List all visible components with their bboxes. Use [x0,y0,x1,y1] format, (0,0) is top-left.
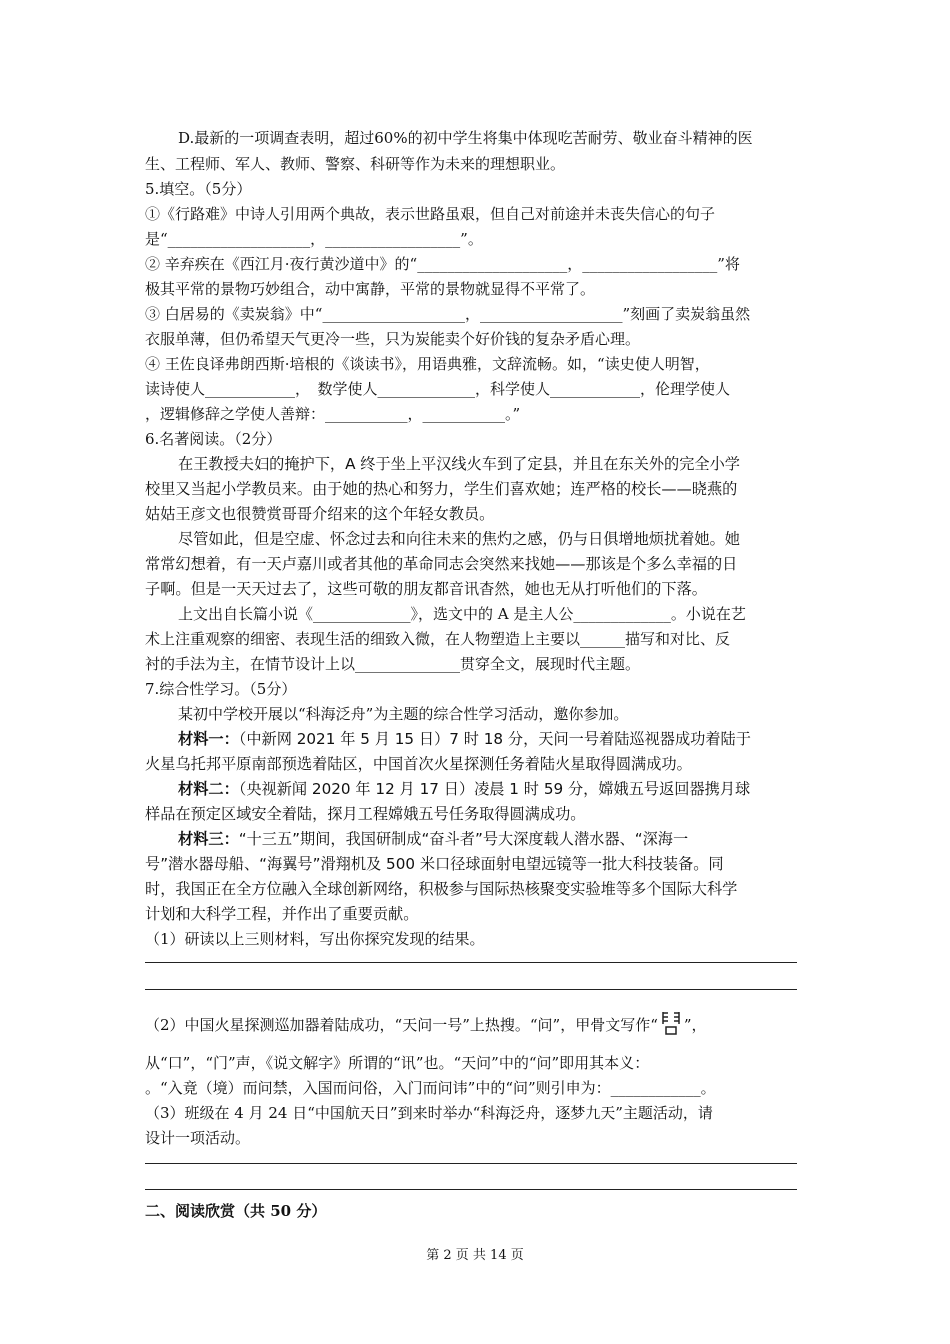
material-line: 时，我国正在全方位融入全球创新网络，积极参与国际热核聚变实验堆等多个国际大科学 [145,880,738,898]
material-line: 火星乌托邦平原南部预选着陆区，中国首次火星探测任务着陆火星取得圆满成功。 [145,755,692,773]
text-line: 设计一项活动。 [145,1129,251,1147]
text-line: 衣服单薄，但仍希望天气更冷一些，只为炭能卖个好价钱的复杂矛盾心理。 [145,330,641,348]
material-line: 计划和大科学工程，并作出了重要贡献。 [145,905,419,923]
answer-line[interactable] [145,962,797,963]
text-line: ④ 王佐良译弗朗西斯·培根的《谈读书》，用语典雅，文辞流畅。如，“读史使人明智， [145,355,710,373]
text-line: 上文出自长篇小说《_____________》，选文中的 A 是主人公_____________。小说在艺 [178,605,746,623]
text-line: ，逻辑修辞之学使人善辩：___________，___________。” [145,405,521,423]
passage-line: 在王教授夫妇的掩护下，A 终于坐上平汉线火车到了定县，并且在东关外的完全小学 [178,455,740,473]
material-label: 材料二： [178,780,239,798]
material-label: 材料一： [178,730,239,748]
sub-question: （3）班级在 4 月 24 日“中国航天日”到来时举办“科海泛舟，逐梦九天”主题活动，请 [145,1104,713,1122]
material-line: 样品在预定区域安全着陆，探月工程嫦娥五号任务取得圆满成功。 [145,805,586,823]
text-line: ② 辛弃疾在《西江月·夜行黄沙道中》的“____________________，__________________”将 [145,255,740,273]
oracle-bone-wen-icon [660,1010,682,1041]
sub-question: （1）研读以上三则材料，写出你探究发现的结果。 [145,930,485,948]
passage-line: 尽管如此，但是空虚、怀念过去和向往未来的焦灼之感，仍与日俱增地烦扰着她。她 [178,530,740,548]
answer-line[interactable] [145,1163,797,1164]
passage-line: 姑姑王彦文也很赞赏哥哥介绍来的这个年轻女教员。 [145,505,495,523]
material-text: （中新网 2021 年 5 月 15 日）7 时 18 分，天问一号着陆巡视器成功着陆于 [238,730,751,748]
text-line: ③ 白居易的《卖炭翁》中“___________________，___________________”刻画了卖炭翁虽然 [145,305,751,323]
passage-line: 校里又当起小学教员来。由于她的热心和努力，学生们喜欢她；连严格的校长——晓燕的 [145,480,738,498]
question-heading: 6.名著阅读。（2分） [145,430,282,448]
question-heading: 7.综合性学习。（5分） [145,680,297,698]
sub-question [145,1010,707,1041]
material-text: （央视新闻 2020 年 12 月 17 日）凌晨 1 时 59 分，嫦娥五号返回器携月球 [238,780,751,798]
text-line: 衬的手法为主，在情节设计上以______________贯穿全文，展现时代主题。 [145,655,641,673]
answer-line[interactable] [145,989,797,990]
text-line: 某初中学校开展以“科海泛舟”为主题的综合性学习活动，邀你参加。 [178,705,629,723]
text-line: ①《行路难》中诗人引用两个典故，表示世路虽艰，但自己对前途并未丧失信心的句子 [145,205,716,223]
material-line [178,729,751,749]
section-heading: 二、阅读欣赏（共 50 分） [145,1202,327,1220]
material-label: 材料三： [178,830,239,848]
text-line: 。“入竟（境）而问禁，入国而问俗，入门而问讳”中的“问”则引申为：____________。 [145,1079,716,1097]
passage-line: 子啊。但是一天天过去了，这些可敬的朋友都音讯杳然，她也无从打听他们的下落。 [145,580,707,598]
page-footer: 第 2 页 共 14 页 [426,1248,524,1263]
text-line: 生、工程师、军人、教师、警察、科研等作为未来的理想职业。 [145,155,566,173]
text-line: 极其平常的景物巧妙组合，动中寓静，平常的景物就显得不平常了。 [145,280,596,298]
material-line [178,779,750,799]
sub-question-text: （2）中国火星探测巡加器着陆成功，“天问一号”上热搜。“问”，甲骨文写作“ [145,1016,658,1034]
text-line: D.最新的一项调查表明，超过60%的初中学生将集中体现吃苦耐劳、敬业奋斗精神的医 [178,129,753,147]
answer-line[interactable] [145,1189,797,1190]
text-line: 术上注重观察的细密、表现生活的细致入微，在人物塑造上主要以______描写和对比、反 [145,630,731,648]
text-line: 从“口”，“门”声，《说文解字》所谓的“讯”也。“天问”中的“问”即用其本义： [145,1054,650,1072]
text-line: 是“___________________，__________________”。 [145,230,483,248]
sub-question-text: ”， [683,1016,707,1034]
material-line [178,829,688,849]
material-line: 号”潜水器母船、“海翼号”滑翔机及 500 米口径球面射电望远镜等一批大科技装备。同 [145,855,724,873]
question-heading: 5.填空。（5分） [145,180,252,198]
material-text: “十三五”期间，我国研制成“奋斗者”号大深度载人潜水器、“深海一 [238,830,689,848]
text-line: 读诗使人____________， 数学使人_____________，科学使人____________，伦理学使人 [145,380,731,398]
passage-line: 常常幻想着，有一天卢嘉川或者其他的革命同志会突然来找她——那该是个多么幸福的日 [145,555,738,573]
